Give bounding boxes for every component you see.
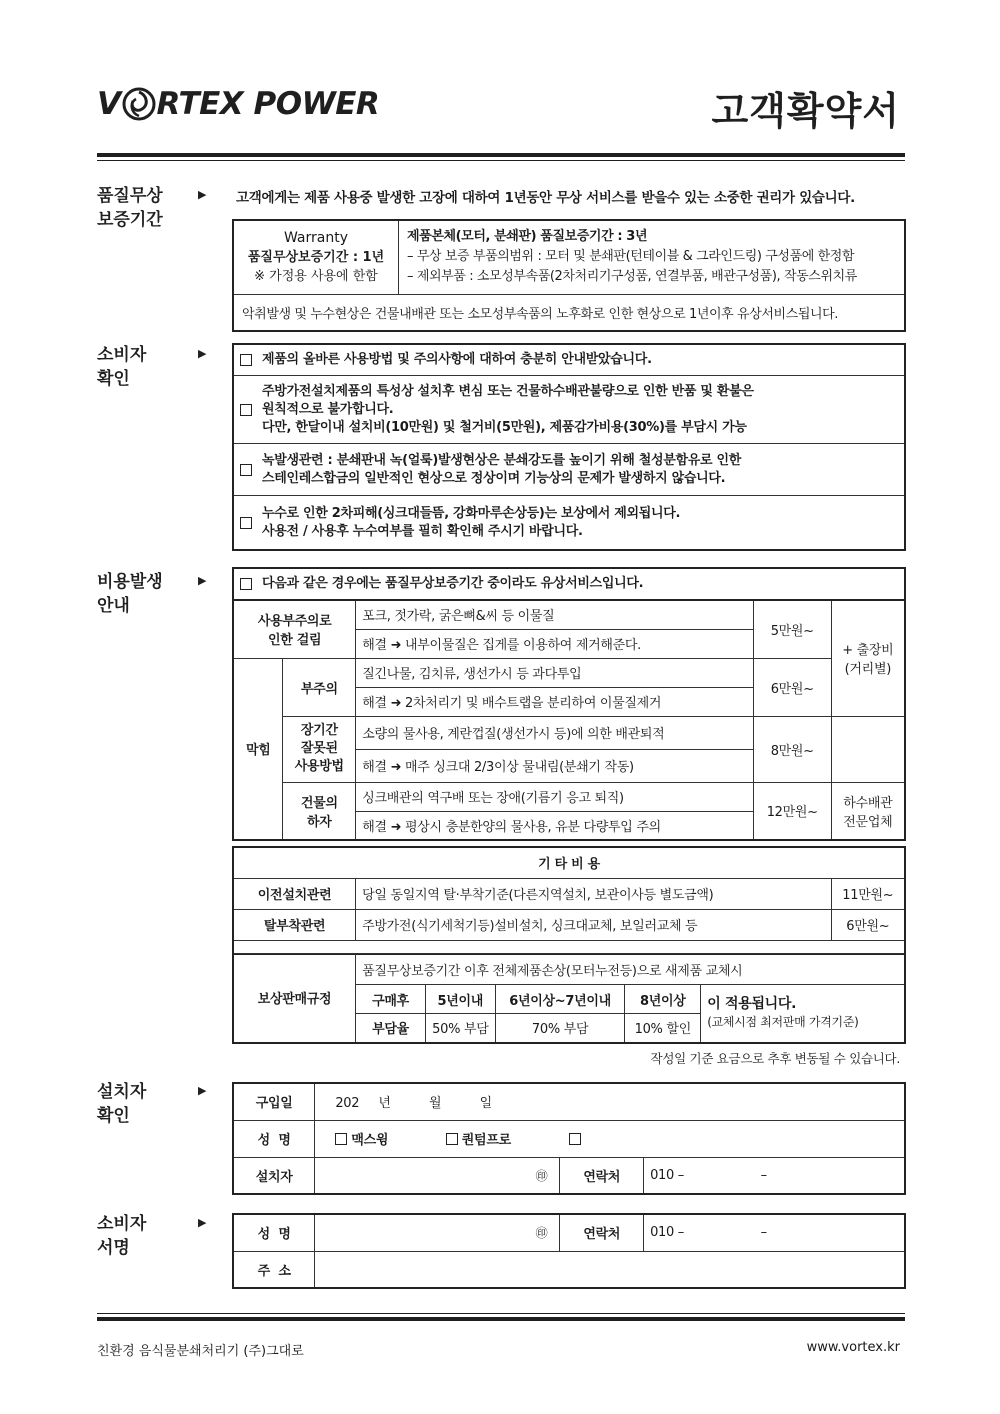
cost-header	[232, 567, 906, 599]
row-label	[283, 782, 356, 840]
warranty-lead: 고객에게는 제품 사용중 발생한 고장에 대하여 1년동안 무상 서비스를 받을수 있는 소중한 권리가 있습니다.	[236, 190, 855, 206]
footer-company: 친환경 음식물분쇄처리기 (주)그대로	[97, 1344, 304, 1359]
address-label: 주 소	[233, 1251, 315, 1288]
price-cell: 5만원~	[753, 600, 831, 658]
contact-label: 연락처	[560, 1214, 644, 1251]
row-label	[283, 716, 356, 782]
warranty-box-title: Warranty	[283, 230, 349, 246]
cell-text: 주방가전(식기세척기등)설비설치, 싱크대교체, 보일러교체 등	[356, 909, 831, 940]
row-label: 부주의	[283, 658, 356, 716]
confirm-text: 원칙적으로 불가합니다.	[262, 401, 394, 417]
warranty-main	[399, 221, 904, 294]
brand-logo	[97, 84, 379, 124]
warranty-box-note: ※ 가정용 사용에 한함	[254, 269, 378, 284]
installer-table	[232, 1082, 906, 1195]
cell-line: (거리별)	[844, 662, 891, 678]
cost-header-text: 다음과 같은 경우에는 품질무상보증기간 중이라도 유상서비스입니다.	[262, 576, 644, 591]
cell-text: 당일 동일지역 탈·부착기준(다른지역설치, 보관이사등 별도금액)	[356, 878, 831, 909]
cell-line: 건물의	[300, 795, 338, 811]
purchase-date-field[interactable]: 202 년 월 일	[315, 1083, 905, 1120]
checkbox[interactable]	[240, 404, 252, 416]
cell-line: + 출장비	[842, 643, 894, 659]
section-arrow-icon: ▶	[198, 1084, 207, 1097]
name-label: 성 명	[233, 1120, 315, 1157]
checkbox[interactable]	[240, 464, 252, 476]
footer-rule-thick	[97, 1317, 905, 1321]
warranty-box	[234, 221, 399, 294]
confirm-text: 누수로 인한 2차피해(싱크대들뜸, 강화마루손상등)는 보상에서 제외됩니다.	[262, 505, 681, 521]
confirm-text: 녹발생관련 : 분쇄판내 녹(얼룩)발생현상은 분쇄강도를 높이기 위해 철성분함유로 인한	[262, 452, 742, 468]
comp-header: 구매후	[356, 985, 426, 1014]
option-label: 맥스윙	[351, 1133, 389, 1148]
confirm-item	[234, 495, 904, 549]
section-label-cost	[97, 570, 163, 618]
contact-field[interactable]: 010 – –	[644, 1157, 905, 1194]
confirm-text: 스테인레스합금의 일반적인 현상으로 정상이며 기능상의 문제가 발생하지 않습니다.	[262, 470, 726, 486]
cell-text: 해결 ➜ 2차처리기 및 배수트랩을 분리하여 이물질제거	[356, 687, 754, 716]
label-line: 확인	[97, 1106, 130, 1126]
purchase-label: 구입일	[233, 1083, 315, 1120]
section-arrow-icon: ▶	[198, 574, 207, 587]
section-label-warranty	[97, 184, 163, 232]
header-rule-thick	[97, 153, 905, 157]
document-title: 고객확약서	[711, 89, 900, 133]
etc-cost-table	[232, 846, 906, 955]
section-arrow-icon: ▶	[198, 347, 207, 360]
comp-apply-note: (교체시점 최저판매 가격기준)	[707, 1015, 859, 1030]
checkbox[interactable]	[240, 578, 252, 590]
cell-line: 사용부주의로	[257, 614, 332, 630]
logo-suffix: RTEX POWER	[156, 86, 380, 122]
cell-text: 해결 ➜ 매주 싱크대 2/3이상 물내림(분쇄기 작동)	[356, 749, 754, 782]
spacer-row	[233, 940, 905, 954]
cell-text: 소량의 물사용, 계란껍질(생선가시 등)에 의한 배관퇴적	[356, 716, 754, 749]
warranty-bottom: 악취발생 및 누수현상은 건물내배관 또는 소모성부속품의 노후화로 인한 현상으로 1년이후 유상서비스됩니다.	[242, 307, 839, 322]
clog-label: 막힘	[233, 658, 283, 840]
warranty-main-title: 제품본체(모터, 분쇄판) 품질보증기간 : 3년	[407, 229, 648, 244]
confirm-text: 다만, 한달이내 설치비(10만원) 및 철거비(5만원), 제품감가비용(30%)를 부담시 가능	[262, 419, 747, 435]
cost-table	[232, 599, 906, 841]
section-arrow-icon: ▶	[198, 188, 207, 201]
consumer-confirm-list	[232, 343, 906, 551]
cell-text: 품질무상보증기간 이후 전체제품손상(모터누전등)으로 새제품 교체시	[356, 954, 905, 985]
comp-header: 6년이상~7년이내	[495, 985, 625, 1014]
cell-line: 잘못된	[300, 741, 338, 756]
checkbox[interactable]	[240, 517, 252, 529]
trip-fee-cell	[831, 600, 905, 716]
price-cell: 6만원~	[753, 658, 831, 716]
footer-website[interactable]: www.vortex.kr	[806, 1340, 900, 1355]
section-label-consumer-sign	[97, 1212, 146, 1260]
comp-rate-label: 부담율	[356, 1014, 426, 1043]
header-rule-thin	[97, 160, 905, 161]
cell-line: 인한 걸림	[267, 633, 322, 649]
installer-label: 설치자	[233, 1157, 315, 1194]
row-label: 탈부착관련	[233, 909, 356, 940]
label-line: 품질무상	[97, 186, 163, 206]
label-line: 설치자	[97, 1082, 147, 1102]
logo-prefix: V	[97, 86, 121, 122]
empty-cell	[831, 716, 905, 782]
consumer-sign-table	[232, 1213, 906, 1289]
checkbox[interactable]	[240, 354, 252, 366]
confirm-text: 사용전 / 사용후 누수여부를 필히 확인해 주시기 바랍니다.	[262, 523, 583, 539]
cell-text: 포크, 젓가락, 굵은뼈&씨 등 이물질	[356, 600, 754, 629]
label-line: 확인	[97, 369, 130, 389]
seal-mark[interactable]: ㊞	[315, 1157, 560, 1194]
model-options	[315, 1120, 905, 1157]
label-line: 보증기간	[97, 210, 163, 230]
comp-apply	[701, 985, 905, 1043]
cell-text: 해결 ➜ 내부이물질은 집게를 이용하여 제거해준다.	[356, 629, 754, 658]
label-line: 비용발생	[97, 572, 163, 592]
label-line: 서명	[97, 1238, 130, 1258]
cell-line: 전문업체	[843, 814, 893, 830]
checkbox[interactable]	[335, 1133, 347, 1145]
row-label: 이전설치관련	[233, 878, 356, 909]
option-label: 퀀텀프로	[461, 1133, 511, 1148]
cell-line: 장기간	[300, 723, 338, 738]
compensation-table	[232, 953, 906, 1044]
vortex-swirl-icon	[122, 87, 156, 121]
cell-line: 하자	[307, 814, 332, 830]
seal-mark[interactable]: ㊞	[315, 1214, 560, 1251]
careless-label	[233, 600, 356, 658]
warranty-main-line: – 제외부품 : 소모성부속품(2차처리기구성품, 연결부품, 배관구성품), 작동스위치류	[407, 269, 857, 284]
price-cell: 12만원~	[753, 782, 831, 840]
contact-field[interactable]: 010 – –	[644, 1214, 905, 1251]
footer-rule-thin	[97, 1313, 905, 1314]
row-label: 보상판매규정	[233, 954, 356, 1043]
price-cell: 8만원~	[753, 716, 831, 782]
contact-label: 연락처	[560, 1157, 644, 1194]
comp-apply-text: 이 적용됩니다.	[707, 996, 797, 1013]
cost-note: 작성일 기준 요금으로 추후 변동될 수 있습니다.	[650, 1051, 900, 1066]
warranty-table	[232, 219, 906, 332]
section-label-installer	[97, 1080, 146, 1128]
cell-line: 하수배관	[843, 795, 893, 811]
section-arrow-icon: ▶	[198, 1216, 207, 1229]
cell-line: 사용방법	[294, 759, 344, 774]
comp-rate: 10% 할인	[625, 1014, 701, 1043]
etc-title: 기 타 비 용	[233, 847, 905, 878]
confirm-text: 제품의 올바른 사용방법 및 주의사항에 대하여 충분히 안내받았습니다.	[262, 352, 652, 367]
comp-header: 8년이상	[625, 985, 701, 1014]
label-line: 안내	[97, 596, 130, 616]
section-label-consumer-confirm	[97, 343, 146, 391]
checkbox[interactable]	[446, 1133, 458, 1145]
address-field[interactable]	[315, 1251, 905, 1288]
label-line: 소비자	[97, 345, 147, 365]
checkbox[interactable]	[569, 1133, 581, 1145]
confirm-item	[234, 375, 904, 443]
comp-rate: 70% 부담	[495, 1014, 625, 1043]
confirm-item	[234, 345, 904, 375]
cell-text: 싱크배관의 역구배 또는 장애(기름기 응고 퇴직)	[356, 782, 754, 811]
name-label: 성 명	[233, 1214, 315, 1251]
confirm-text: 주방가전설치제품의 특성상 설치후 변심 또는 건물하수배관불량으로 인한 반품 및 환불은	[262, 383, 754, 399]
comp-rate: 50% 부담	[425, 1014, 495, 1043]
cell-text: 질긴나물, 김치류, 생선가시 등 과다투입	[356, 658, 754, 687]
comp-header: 5년이내	[425, 985, 495, 1014]
cell-text: 해결 ➜ 평상시 충분한양의 물사용, 유분 다량투입 주의	[356, 811, 754, 840]
price-cell: 6만원~	[831, 909, 905, 940]
confirm-item	[234, 443, 904, 495]
price-cell: 11만원~	[831, 878, 905, 909]
sewer-cell	[831, 782, 905, 840]
warranty-box-period: 품질무상보증기간 : 1년	[247, 250, 385, 265]
label-line: 소비자	[97, 1214, 147, 1234]
warranty-main-line: – 무상 보증 부품의범위 : 모터 및 분쇄판(턴테이블 & 그라인드링) 구성품에 한정함	[407, 249, 855, 264]
